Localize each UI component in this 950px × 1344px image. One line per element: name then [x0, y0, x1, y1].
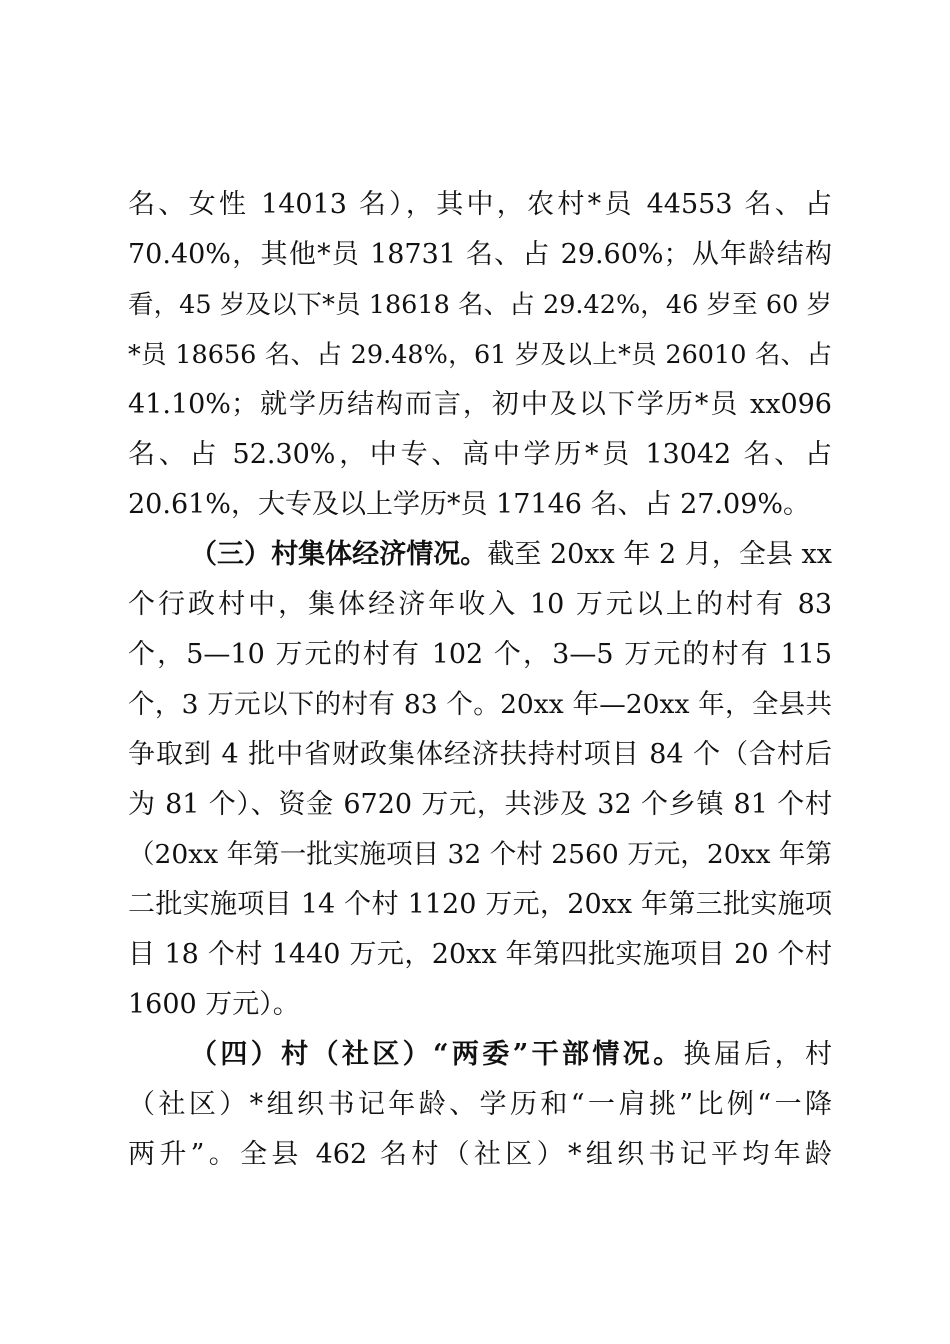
paragraph-line: 为 81 个）、资金 6720 万元，共涉及 32 个乡镇 81 个村 [128, 789, 832, 820]
paragraph-line: 目 18 个村 1440 万元，20xx 年第四批实施项目 20 个村 [128, 939, 832, 970]
paragraph-line: 争取到 4 批中省财政集体经济扶持村项目 84 个（合村后 [128, 739, 832, 770]
paragraph-line: 名、女性 14013 名），其中，农村*员 44553 名、占 [128, 189, 832, 220]
paragraph-line: 70.40%，其他*员 18731 名、占 29.60%；从年龄结构 [128, 239, 832, 270]
paragraph-line: 个行政村中，集体经济年收入 10 万元以上的村有 83 [128, 589, 832, 620]
paragraph-line: 二批实施项目 14 个村 1120 万元，20xx 年第三批实施项 [128, 889, 832, 920]
paragraph-line: 个，3 万元以下的村有 83 个。20xx 年—20xx 年，全县共 [128, 689, 832, 720]
paragraph-line: 1600 万元）。 [128, 989, 300, 1020]
paragraph-line: （社区）*组织书记年龄、学历和“一肩挑”比例“一降 [128, 1089, 832, 1120]
paragraph-line: 个，5—10 万元的村有 102 个，3—5 万元的村有 115 [128, 639, 832, 670]
paragraph-line: （20xx 年第一批实施项目 32 个村 2560 万元，20xx 年第 [128, 839, 832, 870]
paragraph-line: 名、占 52.30%，中专、高中学历*员 13042 名、占 [128, 439, 832, 470]
section-3-lead-text: 截至 20xx 年 2 月，全县 xx [487, 539, 832, 570]
paragraph-line: 20.61%，大专及以上学历*员 17146 名、占 27.09%。 [128, 489, 811, 520]
section-4-heading: （四）村（社区）“两委”干部情况。 [190, 1039, 684, 1070]
paragraph-line: 41.10%；就学历结构而言，初中及以下学历*员 xx096 [128, 389, 832, 420]
section-3-first-line [190, 535, 832, 575]
paragraph-line: *员 18656 名、占 29.48%，61 岁及以上*员 26010 名、占 [128, 340, 832, 370]
section-3-heading: （三）村集体经济情况。 [190, 539, 488, 570]
paragraph-line: 两升”。全县 462 名村（社区）*组织书记平均年龄 [128, 1139, 832, 1170]
paragraph-line: 看，45 岁及以下*员 18618 名、占 29.42%，46 岁至 60 岁 [128, 290, 832, 320]
section-4-lead-text: 换届后，村 [683, 1039, 832, 1070]
section-4-first-line [190, 1035, 832, 1075]
